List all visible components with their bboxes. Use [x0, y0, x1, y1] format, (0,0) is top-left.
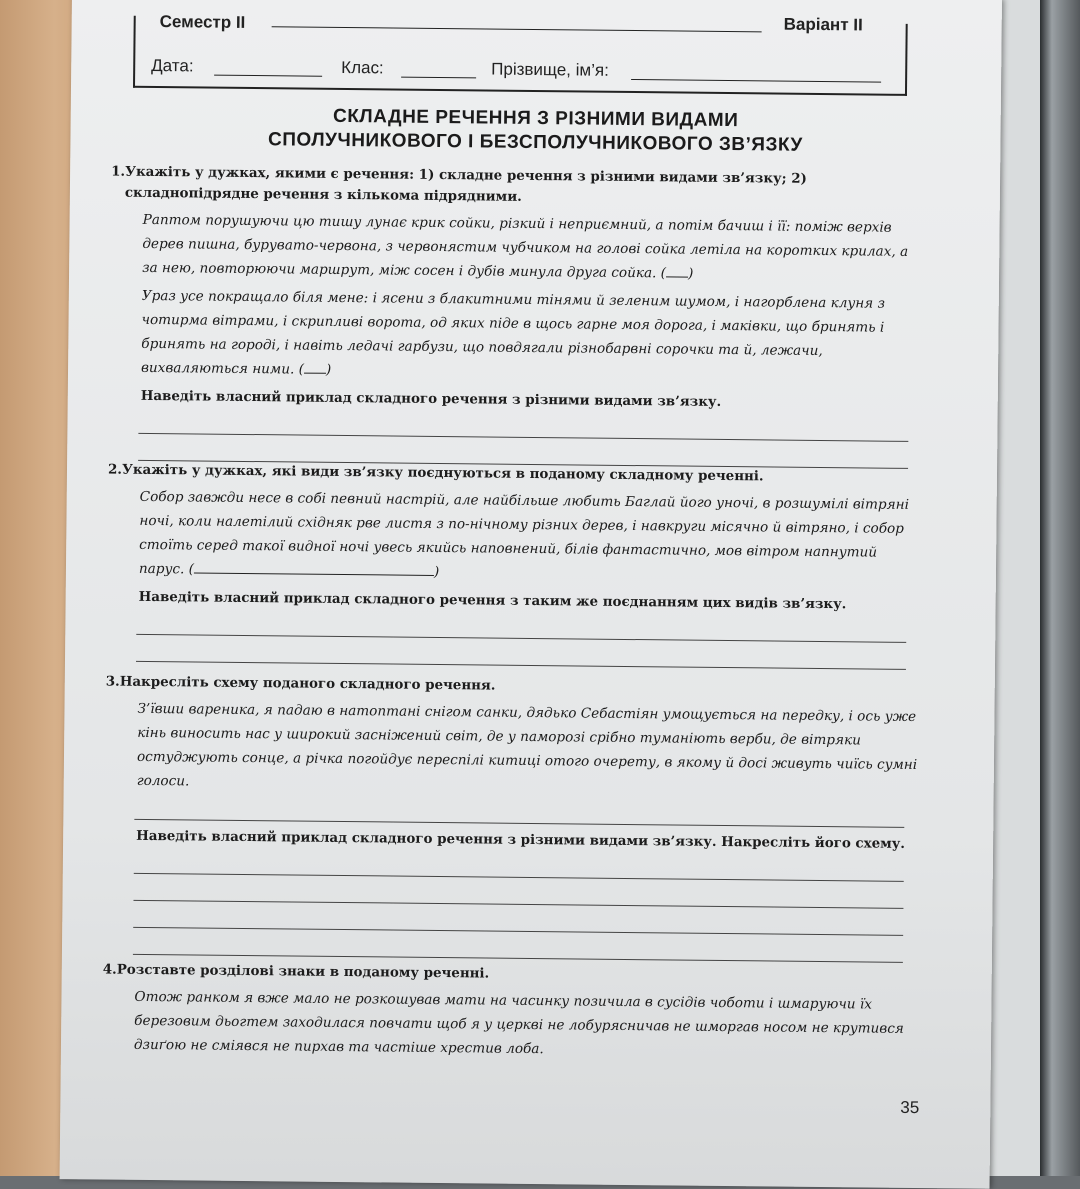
task-4: [102, 960, 917, 1065]
task-number: 1.: [111, 163, 126, 180]
task-2: [107, 460, 922, 670]
worksheet-page: [60, 0, 1002, 1189]
title-line-2: СПОЛУЧНИКОВОГО І БЕЗСПОЛУЧНИКОВОГО ЗВ’ЯЗКУ: [267, 129, 803, 156]
task-question: Розставте розділові знаки в поданому реченні.: [116, 961, 490, 982]
example-sentence: Собор завжди несе в собі певний настрій, але найбільше любить Баглай його уночі, в розшумілі вітряні ночі, коли налетілий східняк рве листя з по-нічному різних дерев, і навкруги місячно й вітряно, і собор стоїть серед такої видної ночі увесь якийсь наповнений, білів фантастично, мов вітром напнутий парус. ( ): [138, 488, 910, 581]
example-sentence: З’ївши вареника, я падаю в натоптані снігом санки, дядько Себастіян умощується на передку, і ось уже кінь виносить нас у широкий засніжений світ, де у паморозі срібно туманіють верби, де вітряки остуджують сонце, а річка погойдує переспілі китиці отого очерету, в якому й досі живуть чиїсь сумні голоси.: [136, 700, 918, 790]
date-label: Дата:: [151, 55, 194, 76]
answer-lines[interactable]: [117, 847, 918, 963]
task-question: Укажіть у дужках, які види зв’язку поєднуються в поданому складному реченні.: [121, 461, 764, 485]
page-stack-edge: [1040, 0, 1080, 1176]
task-question: Накресліть схему поданого складного речення.: [119, 673, 496, 694]
task-number: 4.: [102, 961, 117, 978]
answer-lines[interactable]: [122, 407, 923, 469]
own-example-prompt: Наведіть власний приклад складного речення з таким же поєднанням цих видів зв’язку.: [138, 588, 847, 613]
semester-label: Семестр II: [159, 12, 246, 32]
example-sentence: Раптом порушуючи цю тишу лунає крик сойки, різкий і неприємний, а потім бачиш і її: поміж верхів дерев пишна, буруватo-червона, з червонястим чубчиком на голові сойка летіла на коротких крилах, а за нею, повторюючи маршрут, між сосен і дубів минула друга сойка. ( ): [142, 211, 909, 282]
answer-lines[interactable]: [120, 608, 921, 670]
page-number: 35: [900, 1097, 920, 1118]
name-label: Прізвище, ім’я:: [491, 59, 609, 80]
variant-label: Варіант II: [783, 14, 863, 35]
answer-blank[interactable]: [194, 572, 434, 576]
task-number: 2.: [107, 461, 123, 478]
own-example-prompt: Наведіть власний приклад складного речення з різними видами зв’язку. Накресліть його схему.: [136, 827, 906, 852]
answer-blank[interactable]: [304, 373, 326, 374]
task-1: [111, 162, 925, 469]
example-sentence: Ураз усе покращало біля мене: і ясени з блакитними тінями й зеленим шумом, і нагорблена клуня з чотирма вітрами, і скрипливі ворота, од яких піде в щось гарне моя дорога, і маківки, що бринять і бринять на городі, і навіть ледачі гарбузи, що повдягали різнобарвні сорочки та й, лежачи, вихваляються ними. ( ): [140, 287, 886, 378]
task-number: 3.: [105, 673, 120, 690]
title-line-1: СКЛАДНЕ РЕЧЕННЯ З РІЗНИМИ ВИДАМИ: [332, 105, 739, 132]
class-label: Клас:: [341, 57, 384, 78]
task-3: [105, 672, 920, 963]
answer-blank[interactable]: [666, 276, 688, 277]
own-example-prompt: Наведіть власний приклад складного речення з різними видами зв’язку.: [140, 387, 722, 410]
task-question: Укажіть у дужках, якими є речення: 1) складне речення з різними видами зв’язку; 2) складнопідрядне речення з кількома підрядними.: [124, 163, 807, 205]
example-sentence: Отож ранком я вже мало не розкошував мати на часинку позичила в сусідів чоботи і шмаруючи їх березовим дьогтем заходилася повчати щоб я у церкві не лобурясничав не шморгав носом не крутився дзиґою не сміявся не пирхав та частіше хрестив лоба.: [133, 988, 904, 1058]
